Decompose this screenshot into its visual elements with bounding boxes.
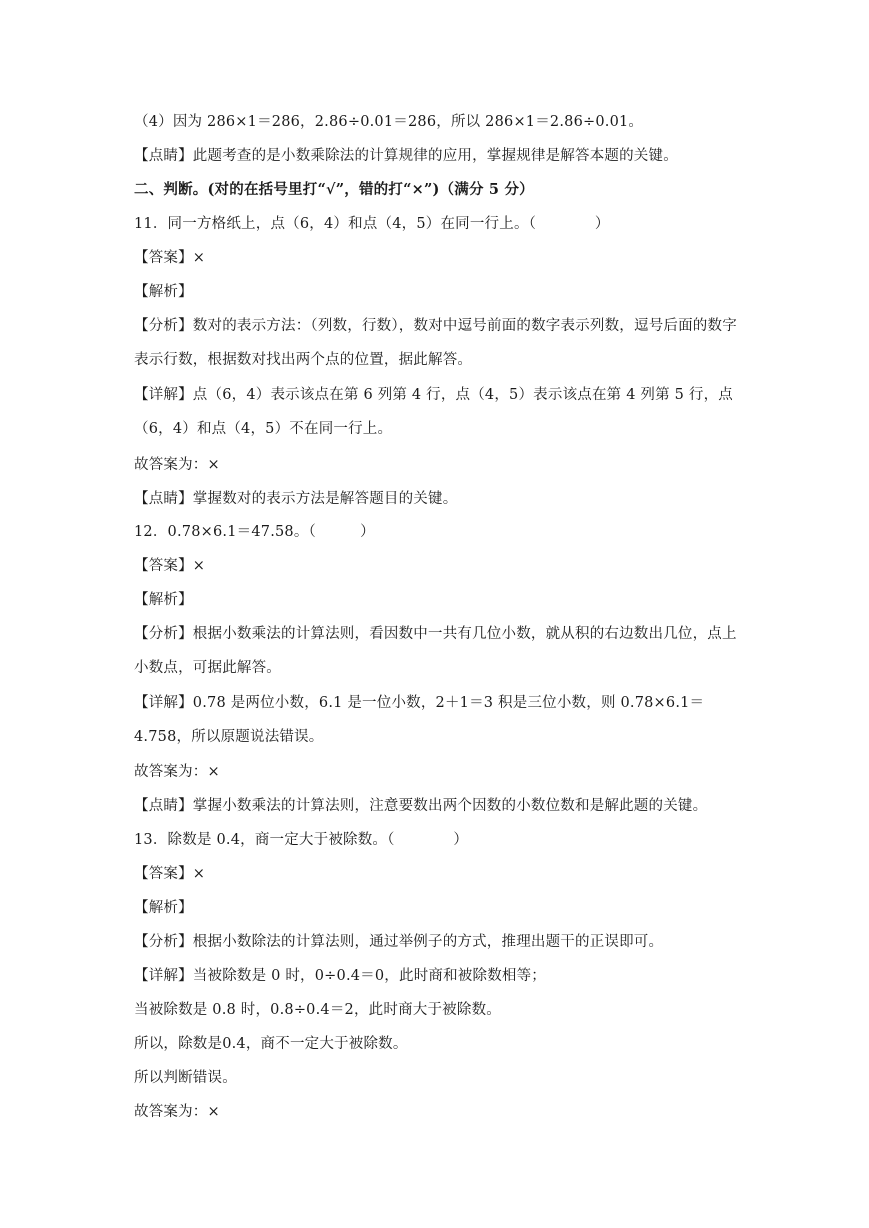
analysis-label-11: 【解析】 bbox=[134, 284, 193, 300]
answer-13: 【答案】× bbox=[134, 866, 206, 882]
question-11: 11．同一方格纸上，点（6，4）和点（4，5）在同一行上。（ ） bbox=[134, 216, 610, 232]
analysis-label-13: 【解析】 bbox=[134, 900, 193, 916]
analysis-label-12: 【解析】 bbox=[134, 592, 193, 608]
comment-11: 【点睛】掌握数对的表示方法是解答题目的关键。 bbox=[134, 491, 458, 507]
section-heading: 二、判断。(对的在括号里打“√”，错的打“×”)（满分 5 分） bbox=[134, 181, 534, 198]
detail-11: 【详解】点（6，4）表示该点在第 6 列第 4 行，点（4，5）表示该点在第 4 列第 5 行，点（6，4）和点（4，5）不在同一行上。 bbox=[134, 387, 733, 437]
answer-12: 【答案】× bbox=[134, 558, 206, 574]
final-answer-13: 故答案为：× bbox=[134, 1104, 220, 1120]
analysis-12: 【分析】根据小数乘法的计算法则，看因数中一共有几位小数，就从积的右边数出几位，点上小数点，可据此解答。 bbox=[134, 626, 737, 676]
detail-13: 【详解】当被除数是 0 时，0÷0.4＝0，此时商和被除数相等； bbox=[134, 968, 547, 984]
detail-13-cont: 当被除数是 0.8 时，0.8÷0.4＝2，此时商大于被除数。 bbox=[134, 1002, 501, 1018]
judgement-13: 所以判断错误。 bbox=[134, 1070, 237, 1086]
final-answer-11: 故答案为：× bbox=[134, 457, 220, 473]
conclusion-13: 所以，除数是0.4，商不一定大于被除数。 bbox=[134, 1036, 408, 1052]
answer-11: 【答案】× bbox=[134, 250, 206, 266]
question-13: 13．除数是 0.4，商一定大于被除数。（ ） bbox=[134, 832, 469, 848]
comment-12: 【点睛】掌握小数乘法的计算法则，注意要数出两个因数的小数位数和是解此题的关键。 bbox=[134, 798, 708, 814]
analysis-13: 【分析】根据小数除法的计算法则，通过举例子的方式，推理出题干的正误即可。 bbox=[134, 934, 664, 950]
comment-line: 【点睛】此题考查的是小数乘除法的计算规律的应用，掌握规律是解答本题的关键。 bbox=[134, 148, 678, 164]
analysis-11: 【分析】数对的表示方法：（列数，行数），数对中逗号前面的数字表示列数，逗号后面的数字表示行数，根据数对找出两个点的位置，据此解答。 bbox=[134, 318, 737, 368]
detail-12: 【详解】0.78 是两位小数，6.1 是一位小数，2＋1＝3 积是三位小数，则 0.78×6.1＝4.758，所以原题说法错误。 bbox=[134, 695, 705, 745]
question-12: 12．0.78×6.1＝47.58。（ ） bbox=[134, 524, 375, 540]
answer-line-4: （4）因为 286×1＝286，2.86÷0.01＝286，所以 286×1＝2.86÷0.01。 bbox=[134, 114, 644, 130]
final-answer-12: 故答案为：× bbox=[134, 764, 220, 780]
